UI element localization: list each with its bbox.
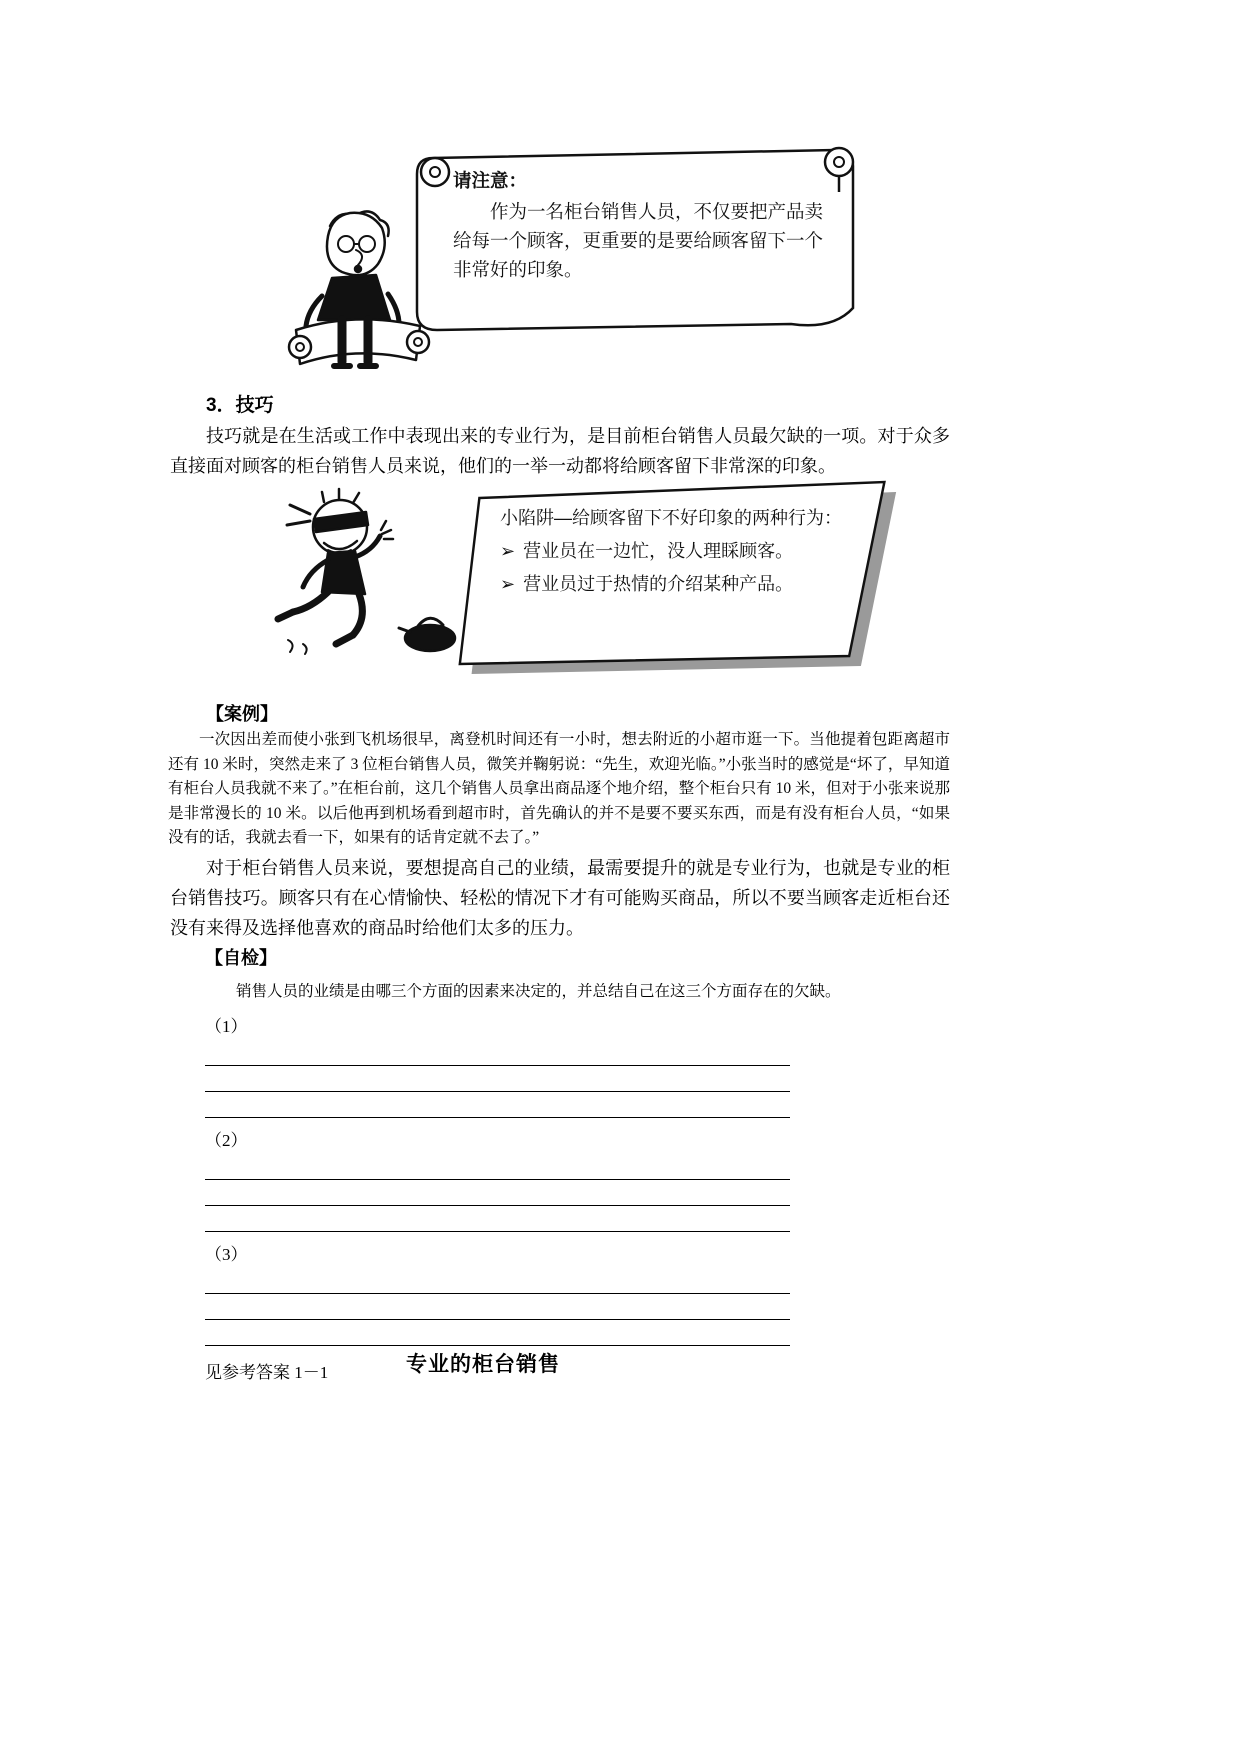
notice-scroll-callout: [403, 140, 865, 344]
answer-blank-line: [205, 1294, 790, 1320]
answer-blank-line: [205, 1066, 790, 1092]
selfcheck-prompt: 销售人员的业绩是由哪三个方面的因素来决定的，并总结自己在这三个方面存在的欠缺。: [236, 983, 841, 1000]
arrow-bullet-icon: ➢: [500, 574, 516, 594]
footer-title: 专业的柜台销售: [406, 1353, 560, 1376]
notice-text: [453, 166, 825, 284]
notice-title: 请注意：: [453, 170, 528, 191]
blindfolded-running-man-illustration: [258, 486, 473, 671]
answer-blank-line: [205, 1040, 790, 1066]
notice-body: 作为一名柜台销售人员，不仅要把产品卖给每一个顾客，更重要的是要给顾客留下一个非常好的印象。: [453, 201, 824, 280]
trap-box-text: [500, 504, 856, 598]
selfcheck-item-3: [205, 1242, 957, 1346]
man-reading-scroll-illustration: [270, 198, 460, 386]
selfcheck-label: 【自检】: [205, 948, 277, 968]
answer-blank-line: [205, 1180, 790, 1206]
selfcheck-item-label: （1）: [205, 1017, 248, 1036]
answer-blank-line: [205, 1320, 790, 1346]
trap-box-item-text: 营业员过于热情的介绍某种产品。: [523, 574, 794, 594]
trap-box-title: 小陷阱—给顾客留下不好印象的两种行为：: [500, 508, 842, 528]
arrow-bullet-icon: ➢: [500, 541, 516, 561]
selfcheck-item-2: [205, 1128, 957, 1232]
selfcheck-item-label: （3）: [205, 1245, 248, 1264]
paragraph-after-case: 对于柜台销售人员来说，要想提高自己的业绩，最需要提升的就是专业行为，也就是专业的柜台销售技巧。顾客只有在心情愉快、轻松的情况下才有可能购买商品，所以不要当顾客走近柜台还没有来得及选择他喜欢的商品时给他们太多的压力。: [170, 858, 950, 938]
selfcheck-item-1: [205, 1014, 957, 1118]
selfcheck-section: [205, 944, 957, 1383]
case-body: 一次因出差而使小张到飞机场很早，离登机时间还有一小时，想去附近的小超市逛一下。当他提着包距离超市还有 10 米时，突然走来了 3 位柜台销售人员，微笑并鞠躬说：“先生，欢迎光临。”小张当时的感觉是“坏了，早知道有柜台人员我就不来了。”在柜台前，这几个销售人员拿出商品逐个地介绍，整个柜台只有 10 米，但对于小张来说那是非常漫长的 10 米。以后他再到机场看到超市时，首先确认的并不是要不要买东西，而是有没有柜台人员，“如果没有的话，我就去看一下，如果有的话肯定就不去了。”: [168, 731, 950, 846]
answer-blank-line: [205, 1268, 790, 1294]
answer-blank-line: [205, 1092, 790, 1118]
section-paragraph: 技巧就是在生活或工作中表现出来的专业行为，是目前柜台销售人员最欠缺的一项。对于众多直接面对顾客的柜台销售人员来说，他们的一举一动都将给顾客留下非常深的印象。: [170, 426, 950, 476]
answer-reference: 见参考答案 1－1: [205, 1363, 329, 1382]
selfcheck-item-label: （2）: [205, 1131, 248, 1150]
section-heading: 3．技巧: [206, 395, 274, 416]
trap-box-item: [500, 570, 856, 598]
case-label: 【案例】: [206, 704, 278, 724]
answer-blank-line: [205, 1206, 790, 1232]
answer-blank-line: [205, 1154, 790, 1180]
trap-callout-box: [452, 476, 902, 676]
trap-box-item-text: 营业员在一边忙，没人理睬顾客。: [523, 541, 794, 561]
trap-box-item: [500, 537, 856, 565]
